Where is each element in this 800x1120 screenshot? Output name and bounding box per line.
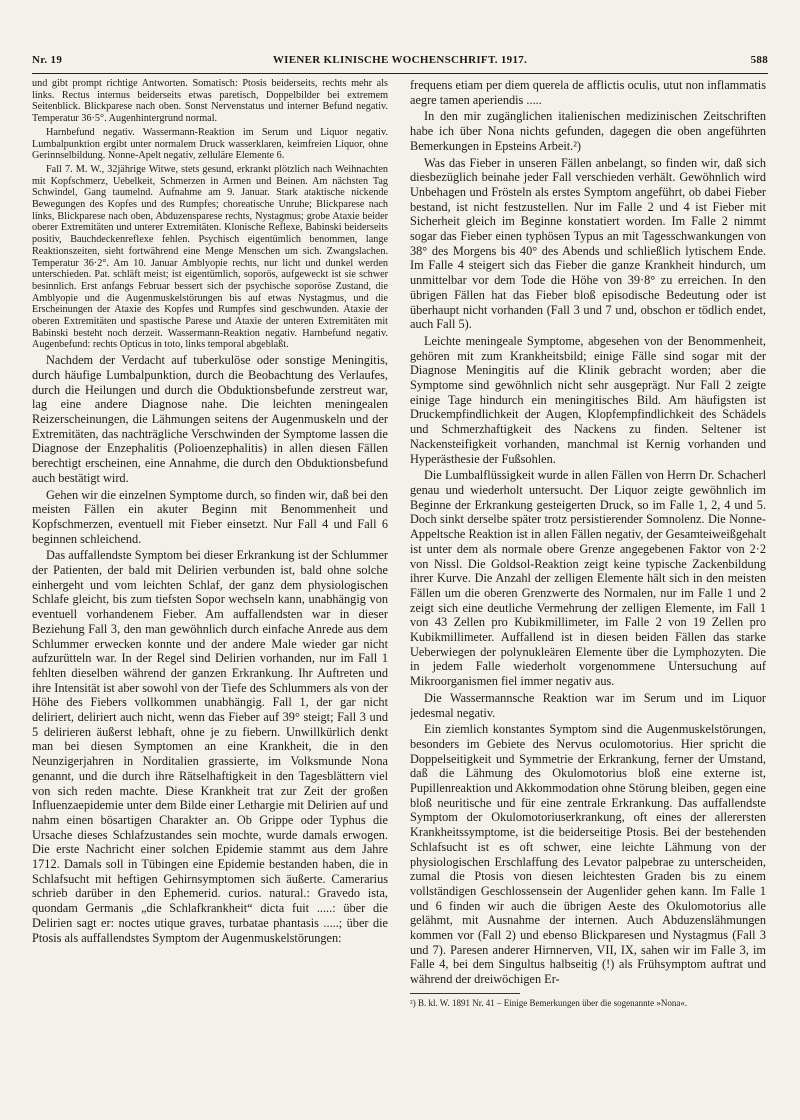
paragraph: Die Lumbalflüssigkeit wurde in allen Fällen von Herrn Dr. Schacherl genau und wiederholt untersucht. Der Liquor zeigte gewöhnlich im Beginne der Erkrankung gesteigerten Druck, so im Falle 1, 2, 4 und 5. Doch sinkt derselbe später trotz persistierender Somnolenz. Die Nonne-Appeltsche Reaktion ist in allen Fällen negativ, der Gesamteiweißgehalt ist unter dem als normale obere Grenze angegebenen Faktor von 2·2 von Nissl. Die Goldsol-Reaktion zeigt keine typische Zackenbildung ihrer Kurve. Die Anzahl der zelligen Elemente hält sich in den meisten Fällen um die oberen Grenzwerte des Normalen, nur im Falle 1 und 2 zeigt sich eine deutliche Vermehrung der zelligen Elemente, im Fall 1 von 43 Zellen pro Kubikmillimeter, im Falle 2 von 19 Zellen pro Kubikmillimeter. Auffallend ist in diesen beiden Fällen das starke Ueberwiegen der polynukleären Elemente über die Lymphozyten. Die in jedem Falle wiederholt vorgenommene Untersuchung auf Mikroorganismen fiel immer negativ aus. [410, 468, 766, 689]
paragraph: Ein ziemlich konstantes Symptom sind die Augenmuskelstörungen, besonders im Gebiete des Nervus oculomotorius. Hier spricht die Doppelseitigkeit und Symmetrie der Erkrankung, ferner der Umstand, daß die Lähmung des Okulomotorius bloß eine externe ist, Pupillenreaktion und Akkommodation ohne Störung bleiben, gegen eine bloß neuritische und für eine zentrale Erkrankung. Das auffallendste Symptom der Okulomotoriuserkrankung, oft eines der allerersten Krankheitssymptome, ist die beiderseitige Ptosis. Bei der bestehenden Schlafsucht ist es oft schwer, eine leichte Lähmung von der physiologischen Erschlaffung des Levator palpebrae zu unterscheiden, zumal die Ptosis von diesen leichtesten Graden bis zu einem vollständigen Geschlossensein der Augenlider gehen kann. Im Falle 1 und 6 finden wir auch die übrigen Aeste des Okulomotorius alle gelähmt, mit Ausnahme der internen. Auch Abduzenslähmungen kommen vor (Fall 2) und ebenso Blickparesen und Nystagmus (Fall 3 und 7). Paresen anderer Hirnnerven, VII, IX, sahen wir im Falle 3, im Falle 4, bei dem Singultus halbseitig (!) als Frühsymptom auftrat und während der dreiwöchigen Er- [410, 722, 766, 987]
paragraph: Was das Fieber in unseren Fällen anbelangt, so finden wir, daß sich diesbezüglich beinahe jeder Fall verschieden verhält. Gewöhnlich wird Unbehagen und Frösteln als erstes Symptom angeführt, ob dabei Fieber bestand, ist nicht festzustellen. Nur im Falle 2 und 4 ist Fieber mit Sicherheit gleich im Beginne konstatiert worden. Im Falle 2 nimmt sogar das Fieber einen typhösen Typus an mit Tagesschwankungen von 38° des Morgens bis 40° des Abends und schließlich lytischem Ende. Im Falle 4 steigert sich das Fieber die ganze Krankheit hindurch, um unmittelbar vor dem Tode die Höhe von 39·8° zu erreichen. In den übrigen Fällen hat das Fieber bloß episodische Bedeutung oder ist überhaupt nicht vorhanden (Fall 3 und 7 und, obschon er tödlich endet, auch Fall 5). [410, 155, 766, 332]
journal-title: WIENER KLINISCHE WOCHENSCHRIFT. 1917. [272, 54, 528, 66]
paragraph: Fall 7. M. W., 32jährige Witwe, stets gesund, erkrankt plötzlich nach Weihnachten mit Kopfschmerz, Uebelkeit, Schmerzen in Armen und Beinen. Am nächsten Tag Schwindel, Gang taumelnd. Aufnahme am 9. Januar. Stark ataktische nickende Bewegungen des Kopfes und des Rumpfes; choreatische Unruhe; Blickparese nach links, Blickparese nach oben, Abduzensparese rechts, Nystagmus; grobe Ataxie beider oberer Extremitäten und unterer Extremitäten. Klonische Reflexe, Babinski beiderseits positiv, Bauchdeckenreflexe fehlen. Psychisch eigentümlich benommen, lange Reaktionszeiten, sieht fortwährend eine Menge Menschen um sich. Zwangslachen. Temperatur 36·2°. Am 10. Januar Amblyopie rechts, nur licht und dunkel werden unterschieden. Pat. schläft meist; ist eigentümlich, soporös, aufgeweckt ist sie schwer besinnlich. Erst anfangs Februar bessert sich der psychische soporöse Zustand, die Amblyopie und die Augenmuskelstörungen bis auf etwas Nystagmus, und die Erscheinungen der Ataxie des Kopfes und Rumpfes sind geschwunden. Ataxie der oberen Extremitäten und spastische Parese und Ataxie der unteren Extremitäten mit Babinski besteht noch derzeit. Wassermann-Reaktion negativ. Harnbefund negativ. Augenbefund: rechts Opticus in toto, links temporal abgeblaßt. [32, 163, 388, 351]
footnote-rule [410, 993, 520, 994]
running-header [32, 54, 768, 70]
paragraph: und gibt prompt richtige Antworten. Somatisch: Ptosis beiderseits, rechts mehr als links. Rectus internus beiderseits etwas paretisch, Doppelbilder bei extremem Seitenblick. Blickparese nach oben. Sonst Nervenstatus und interner Befund negativ. Temperatur 36·5°. Augenhintergrund normal. [32, 78, 388, 125]
footnote: ²) B. kl. W. 1891 Nr. 41 – Einige Bemerkungen über die sogenannte »Nona«. [410, 997, 688, 1008]
right-column [410, 78, 766, 1098]
paragraph: Das auffallendste Symptom bei dieser Erkrankung ist der Schlummer der Patienten, der bald mit Delirien verbunden ist, bald ohne solche einhergeht und vom leichten Schlaf, der ganz dem physiologischen Schlafe gleicht, bis zum tiefsten Sopor wechseln kann, unabhängig von eventuell vorhandenem Fieber. Am auffallendsten war in dieser Beziehung Fall 3, den man gewöhnlich durch einfache Anrede aus dem Schlummer erwecken konnte und der andere Male wieder gar nicht aufzurütteln war. In der Regel sind Delirien vorhanden, nur im Fall 1 fehlten dieselben während der ganzen Erkrankung. Ihr Auftreten und ihre Intensität ist aber sowohl von der Tiefe des Schlummers als von der Höhe des Fiebers vollkommen unabhängig. Fall 1, der gar nicht deliriert, deliriert auch nicht, wenn das Fieber auf 39° steigt; Fall 3 und 5 delirieren äußerst lebhaft, ohne je zu fiebern. Unwillkürlich denkt man bei diesen Symptomen an eine Krankheit, die in den Neunzigerjahren in Norditalien grassierte, im Volksmunde Nona genannt, und die durch ihre Rätselhaftigkeit in den Tagesblättern viel von sich reden machte. Diese Krankheit trat zur Zeit der großen Influenzaepidemie unter dem Bilde einer Lethargie mit Delirien auf und nahm einen bösartigen Charakter an. Ob Grippe oder Typhus die Ursache dieses Schlafzustandes sein mochte, wurde damals erwogen. Die erste Nachricht einer solchen Epidemie stammt aus dem Jahre 1712. Damals soll in Tübingen eine Epidemie bestanden haben, die in Schlafsucht mit heftigen Gehirnsymptomen sich äußerte. Camerarius schrieb darüber in den Ephemerid. curios. natural.: Gravedo ista, quondam Germanis „die Schlafkrankheit“ dicta fuit .....: über die Delirien sagt er: noctes utique graves, turbatae phantasis .....; über die Ptosis als auffallendstes Symptom der Augenmuskelstörungen: [32, 548, 388, 945]
paragraph: frequens etiam per diem querela de afflictis oculis, utut non inflammatis aegre tamen aperiendis ..... [410, 78, 766, 107]
paragraph: Harnbefund negativ. Wassermann-Reaktion im Serum und Liquor negativ. Lumbalpunktion ergibt unter normalem Druck wasserklaren, keimfreien Liquor, ohne Gerinnselbildung. Nonne-Apelt negativ, zelluläre Elemente 6. [32, 126, 388, 162]
paragraph: Die Wassermannsche Reaktion war im Serum und im Liquor jedesmal negativ. [410, 690, 766, 720]
paragraph: Gehen wir die einzelnen Symptome durch, so finden wir, daß bei den meisten Fällen ein akuter Beginn mit Benommenheit und Kopfschmerzen, eventuell mit Fieber einsetzt. Nur Fall 4 und Fall 6 beginnen schleichend. [32, 487, 388, 546]
page-number: 588 [750, 54, 768, 66]
issue-number: Nr. 19 [32, 54, 63, 66]
left-column [32, 78, 388, 1098]
paragraph: Nachdem der Verdacht auf tuberkulöse oder sonstige Meningitis, durch häufige Lumbalpunktion, durch die Beobachtung des Verlaufes, durch die Heilungen und durch die Obduktionsbefunde zerstreut war, lag eine andere Diagnose nahe. Die leichten meningealen Reizerscheinungen, die Lähmungen seitens der Augenmuskeln und der Extremitäten, das nachträgliche Verschwinden der Symptome lassen die Diagnose der Enzephalitis (Polioenzephalitis) in allen diesen Fällen berechtigt erscheinen, eine Annahme, die durch den Obduktionsbefund auch bestätigt wird. [32, 353, 388, 485]
header-rule [32, 73, 768, 74]
paragraph: Leichte meningeale Symptome, abgesehen von der Benommenheit, gehören mit zum Krankheitsbild; einige Fälle sind sogar mit der Diagnose Meningitis auf die Klinik gebracht worden; aber die Symptome sind gewöhnlich nicht sehr ausgeprägt. Nur Fall 2 zeigte einige Tage hindurch ein meningitisches Bild. Am häufigsten ist Druckempfindlichkeit der Augen, Klopfempfindlichkeit des Schädels und Schmerzhaftigkeit des Nackens zu finden. Seltener ist Nackensteifigkeit vorhanden, manchmal ist Kernig vorhanden und Hyperästhesie der Fußsohlen. [410, 333, 766, 466]
paragraph: In den mir zugänglichen italienischen medizinischen Zeitschriften habe ich über Nona nichts gefunden, dagegen die oben angeführten Bemerkungen in Epsteins Arbeit.²) [410, 109, 766, 153]
